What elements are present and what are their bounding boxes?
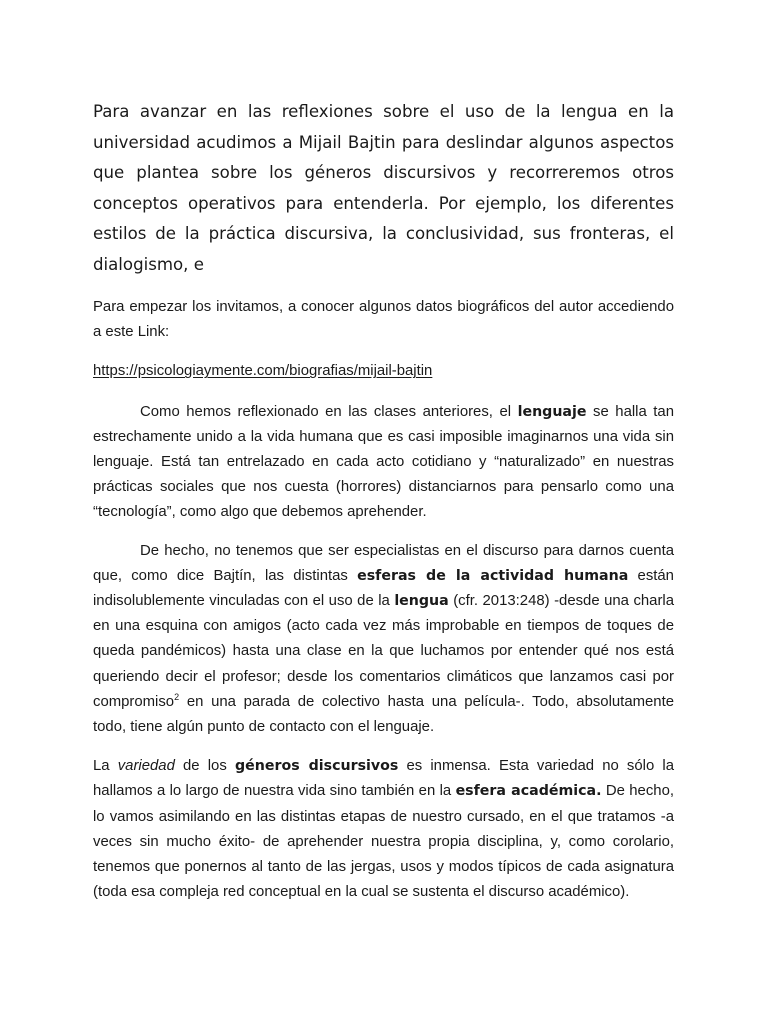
footnote-mark: 2 — [174, 691, 180, 702]
text-span: (cfr. 2013:248) -desde una charla en una esquina con amigos (acto cada vez más improbable en tiempos de toques de queda pandémicos) hasta una clase en la que luchamos por entender qué nos está queriendo decir el profesor; desde los comentarios climáticos que lanzamos casi por compromiso — [93, 593, 674, 710]
bold-term-lenguaje: lenguaje — [517, 403, 587, 420]
document-page — [93, 97, 674, 905]
bold-term-esfera: esfera académica. — [455, 783, 602, 800]
biography-link[interactable]: https://psicologiaymente.com/biografias/mijail-bajtin — [93, 363, 433, 380]
text-span: De hecho, no tenemos que ser especialistas en el discurso para darnos cuenta que, como dice Bajtín, las distintas — [93, 542, 674, 584]
variedad-paragraph — [93, 754, 674, 905]
text-span: de los — [174, 758, 235, 775]
text-span: La — [93, 758, 118, 775]
bold-term-lengua: lengua — [394, 593, 449, 610]
text-span: Como hemos reflexionado en las clases anteriores, el — [140, 403, 518, 420]
hecho-paragraph — [93, 539, 674, 741]
lenguaje-paragraph — [93, 400, 674, 526]
link-paragraph — [93, 359, 674, 384]
text-span: es inmensa. Esta variedad no sólo la hallamos a lo largo de nuestra vida sino también en la — [93, 758, 674, 800]
italic-term-variedad: variedad — [117, 758, 175, 775]
intro-paragraph: Para avanzar en las reflexiones sobre el uso de la lengua en la universidad acudimos a Mijail Bajtin para deslindar algunos aspectos que plantea sobre los géneros discursivos y recorreremos otros conceptos operativos para entenderla. Por ejemplo, los diferentes estilos de la práctica discursiva, la conclusividad, sus fronteras, el dialogismo, e — [93, 102, 674, 274]
text-span: en una parada de colectivo hasta una película-. Todo, absolutamente todo, tiene algún punto de contacto con el lenguaje. — [93, 693, 674, 736]
invite-paragraph: Para empezar los invitamos, a conocer algunos datos biográficos del autor accediendo a este Link: — [93, 299, 674, 341]
text-span: están indisolublemente vinculadas con el uso de la — [93, 567, 674, 610]
bold-term-esferas: esferas de la actividad humana — [357, 567, 629, 584]
bold-term-generos: géneros discursivos — [234, 758, 399, 775]
text-span: De hecho, lo vamos asimilando en las distintas etapas de nuestro cursado, en el que tratamos -a veces sin mucho éxito- de aprehender nuestra propia disciplina, y, como corolario, tenemos que ponernos al tanto de las jergas, usos y modos típicos de cada asignatura (toda esa compleja red conceptual en la cual se sustenta el discurso académico). — [93, 783, 674, 901]
text-span: se halla tan estrechamente unido a la vida humana que es casi imposible imaginarnos una vida sin lenguaje. Está tan entrelazado en cada acto cotidiano y “naturalizado” en nuestras prácticas sociales que nos cuesta (horrores) distanciarnos para pensarlo como una “tecnología”, como algo que debemos aprehender. — [93, 403, 674, 521]
